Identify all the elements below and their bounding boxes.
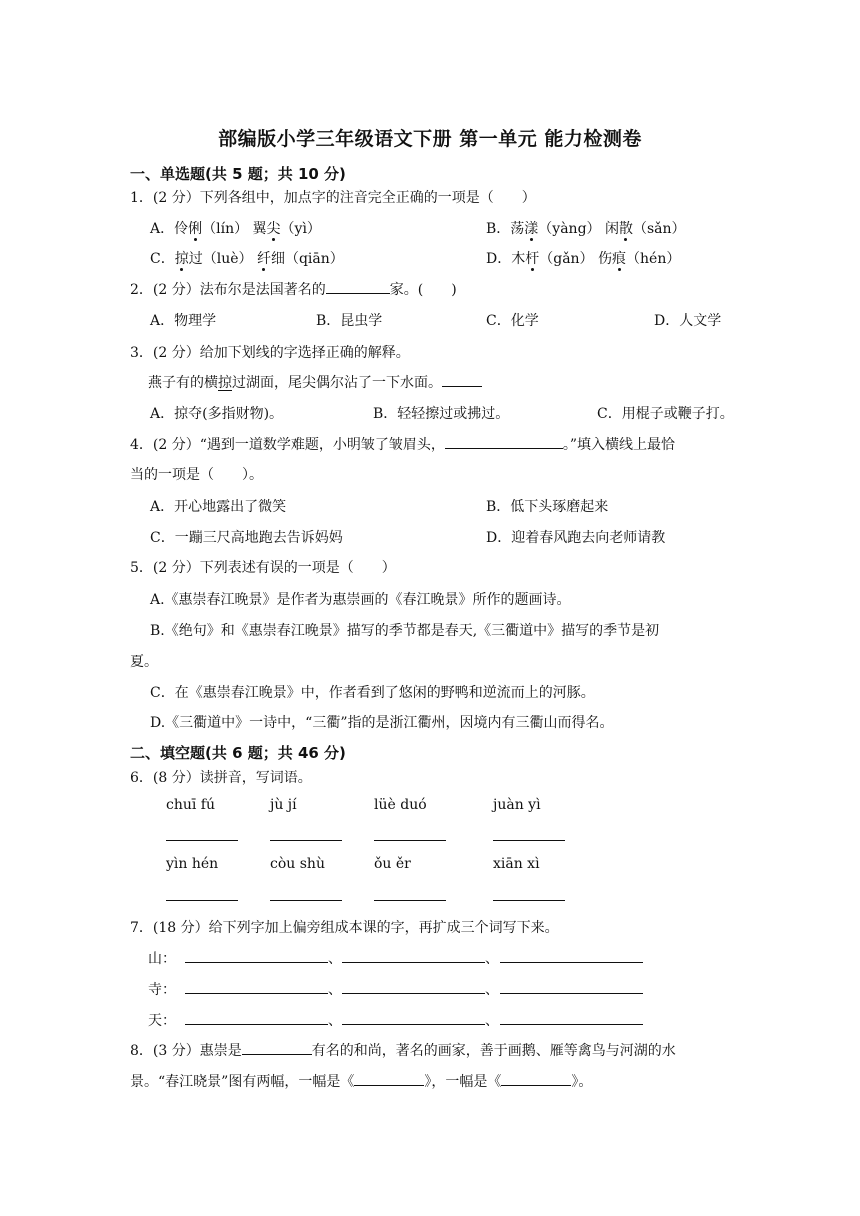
option-text: （yì） <box>280 221 321 237</box>
question-8-stem <box>130 1040 676 1060</box>
question-4-option-c[interactable]: C．一蹦三尺高地跑去告诉妈妈 <box>150 530 343 546</box>
question-5-option-d[interactable]: D.《三衢道中》一诗中，“三衢”指的是浙江衢州，因境内有三衢山而得名。 <box>150 715 614 731</box>
question-3-option-c[interactable]: C．用棍子或鞭子打。 <box>597 406 734 422</box>
question-2-stem <box>130 279 457 299</box>
question-8-stem-cont <box>130 1071 592 1091</box>
question-4-option-d[interactable]: D．迎着春风跑去向老师请教 <box>486 530 666 546</box>
dotted-char: 尖 <box>266 221 281 237</box>
option-text: （sǎn） <box>632 221 686 237</box>
question-6-stem: 6．(8 分）读拼音，写词语。 <box>130 770 312 786</box>
question-4-option-a[interactable]: A．开心地露出了微笑 <box>150 499 287 515</box>
question-5-stem: 5．(2 分）下列表述有误的一项是（ ） <box>130 560 396 576</box>
option-text: （gǎn） 伤 <box>539 251 613 267</box>
option-text: D．木 <box>486 251 526 267</box>
option-text: 细（qiān） <box>270 251 344 267</box>
stem-text: 家。( ) <box>389 282 457 298</box>
answer-blank[interactable] <box>442 372 482 387</box>
question-3-stem: 3．(2 分）给加下划线的字选择正确的解释。 <box>130 345 410 361</box>
answer-blank[interactable] <box>445 434 563 449</box>
option-text: （yàng） 闲 <box>538 221 619 237</box>
dotted-char: 漾 <box>524 221 539 237</box>
pinyin-item: yìn hén <box>166 856 219 872</box>
question-1-option-a[interactable] <box>150 218 321 238</box>
answer-line[interactable] <box>270 900 342 901</box>
stem-text: 有名的和尚，著名的画家，善于画鹅、雁等禽鸟与河湖的水 <box>311 1043 676 1059</box>
dotted-char: 痕 <box>612 251 627 267</box>
stem-text: 8．(3 分）惠崇是 <box>130 1043 242 1059</box>
pinyin-item: còu shù <box>270 856 325 872</box>
option-text: A．伶 <box>150 221 189 237</box>
sentence-text: 燕子有的横 <box>148 375 218 391</box>
question-1-option-c[interactable] <box>150 248 344 268</box>
question-5-option-c[interactable]: C．在《惠崇春江晚景》中，作者看到了悠闲的野鸭和逆流而上的河豚。 <box>150 685 595 701</box>
dotted-char: 散 <box>618 221 633 237</box>
answer-line[interactable] <box>500 993 643 994</box>
stem-text: 2．(2 分）法布尔是法国著名的 <box>130 282 326 298</box>
stem-text: 》，一幅是《 <box>424 1074 502 1090</box>
question-1-option-d[interactable] <box>486 248 680 268</box>
sentence-text: 过湖面，尾尖偶尔沾了一下水面。 <box>232 375 442 391</box>
question-1-option-b[interactable] <box>486 218 686 238</box>
pinyin-item: chuī fú <box>166 797 215 813</box>
pinyin-item: juàn yì <box>493 797 541 813</box>
dotted-char: 掠 <box>174 251 189 267</box>
separator: 、 <box>485 951 499 967</box>
answer-line[interactable] <box>342 1024 485 1025</box>
pinyin-item: lüè duó <box>374 797 427 813</box>
option-text: B．荡 <box>486 221 525 237</box>
answer-blank[interactable] <box>354 1071 424 1086</box>
question-3-sentence <box>148 372 482 392</box>
answer-line[interactable] <box>166 840 238 841</box>
question-7-stem: 7．(18 分）给下列字加上偏旁组成本课的字，再扩成三个词写下来。 <box>130 920 559 936</box>
answer-line[interactable] <box>500 1024 643 1025</box>
answer-line[interactable] <box>493 840 565 841</box>
question-2-option-d[interactable]: D．人文学 <box>654 313 722 329</box>
radical-label: 寺： <box>148 982 176 998</box>
pinyin-item: jù jí <box>270 797 297 813</box>
question-1-stem: 1．(2 分）下列各组中，加点字的注音完全正确的一项是（ ） <box>130 190 536 206</box>
stem-text: 。”填入横线上最恰 <box>562 437 676 453</box>
dotted-char: 俐 <box>188 221 203 237</box>
question-5-option-b-cont: 夏。 <box>130 654 158 670</box>
answer-line[interactable] <box>166 900 238 901</box>
question-2-option-a[interactable]: A．物理学 <box>150 313 217 329</box>
separator: 、 <box>328 1013 342 1029</box>
option-text: 过（luè） <box>188 251 257 267</box>
dotted-char: 纤 <box>256 251 271 267</box>
option-text: （lín） 翼 <box>202 221 267 237</box>
answer-line[interactable] <box>500 962 643 963</box>
answer-blank[interactable] <box>242 1040 312 1055</box>
answer-line[interactable] <box>342 962 485 963</box>
section-heading-fill-blank: 二、填空题(共 6 题；共 46 分) <box>130 744 346 762</box>
answer-line[interactable] <box>185 962 328 963</box>
option-text: （hén） <box>626 251 681 267</box>
dotted-char: 杆 <box>525 251 540 267</box>
question-3-option-a[interactable]: A．掠夺(多指财物)。 <box>150 406 284 422</box>
question-4-stem <box>130 434 675 454</box>
pinyin-item: ǒu ěr <box>374 856 411 872</box>
stem-text: 》。 <box>571 1074 593 1090</box>
answer-blank[interactable] <box>501 1071 571 1086</box>
pinyin-item: xiān xì <box>493 856 540 872</box>
answer-line[interactable] <box>493 900 565 901</box>
question-4-option-b[interactable]: B．低下头琢磨起来 <box>486 499 609 515</box>
question-3-option-b[interactable]: B．轻轻擦过或拂过。 <box>373 406 510 422</box>
answer-line[interactable] <box>342 993 485 994</box>
section-heading-single-choice: 一、单选题(共 5 题；共 10 分) <box>130 165 346 183</box>
question-5-option-a[interactable]: A.《惠崇春江晚景》是作者为惠崇画的《春江晚景》所作的题画诗。 <box>150 592 571 608</box>
separator: 、 <box>328 951 342 967</box>
answer-blank[interactable] <box>326 279 390 294</box>
option-text: C． <box>150 251 175 267</box>
answer-line[interactable] <box>374 900 446 901</box>
answer-line[interactable] <box>270 840 342 841</box>
answer-line[interactable] <box>185 1024 328 1025</box>
answer-line[interactable] <box>374 840 446 841</box>
question-5-option-b[interactable]: B.《绝句》和《惠崇春江晚景》描写的季节都是春天,《三衢道中》描写的季节是初 <box>150 623 660 639</box>
underlined-char: 掠 <box>218 375 232 391</box>
question-4-stem-cont: 当的一项是（ ）。 <box>130 467 263 483</box>
answer-line[interactable] <box>185 993 328 994</box>
stem-text: 景。“春江晓景”图有两幅，一幅是《 <box>130 1074 355 1090</box>
separator: 、 <box>328 982 342 998</box>
radical-label: 天： <box>148 1013 176 1029</box>
question-2-option-b[interactable]: B．昆虫学 <box>316 313 383 329</box>
question-2-option-c[interactable]: C．化学 <box>486 313 539 329</box>
page-title: 部编版小学三年级语文下册 第一单元 能力检测卷 <box>218 128 642 150</box>
radical-label: 山： <box>148 951 176 967</box>
stem-text: 4．(2 分）“遇到一道数学难题，小明皱了皱眉头， <box>130 437 445 453</box>
separator: 、 <box>485 982 499 998</box>
separator: 、 <box>485 1013 499 1029</box>
